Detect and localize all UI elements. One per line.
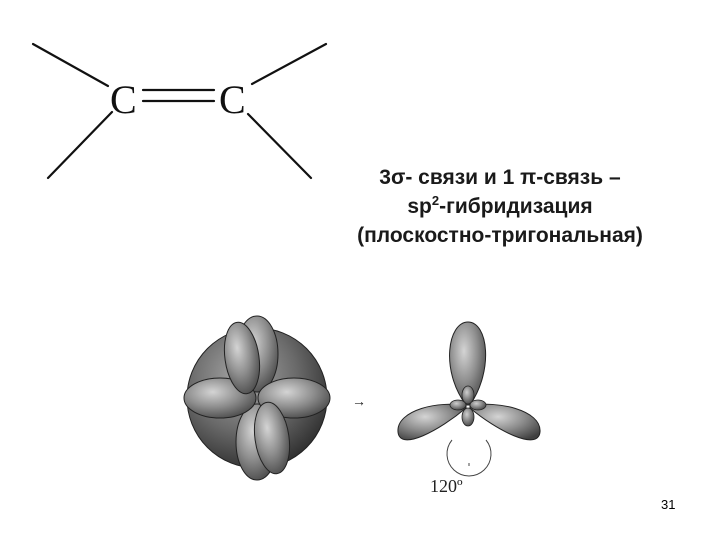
hybridization-suffix: -гибридизация	[439, 195, 593, 218]
angle-label: 120º	[430, 476, 463, 496]
s-p-orbitals-image	[184, 316, 330, 480]
description-line-2	[300, 192, 700, 221]
page-number: 31	[661, 497, 676, 512]
carbon-atom-left: C	[110, 77, 137, 122]
hybridization-superscript: 2	[431, 193, 440, 208]
bond-lower-left	[48, 112, 112, 178]
bond-description	[300, 163, 700, 250]
transition-arrow: →	[352, 393, 366, 409]
carbon-atom-right: C	[219, 77, 246, 122]
hybridization-prefix: sp	[407, 195, 432, 218]
bond-upper-right	[252, 44, 326, 84]
bond-upper-left	[33, 44, 108, 86]
description-line-1: 3σ- связи и 1 π-связь –	[379, 166, 621, 189]
sp2-orbitals-image	[398, 322, 540, 476]
description-line-3: (плоскостно-тригональная)	[357, 224, 643, 247]
